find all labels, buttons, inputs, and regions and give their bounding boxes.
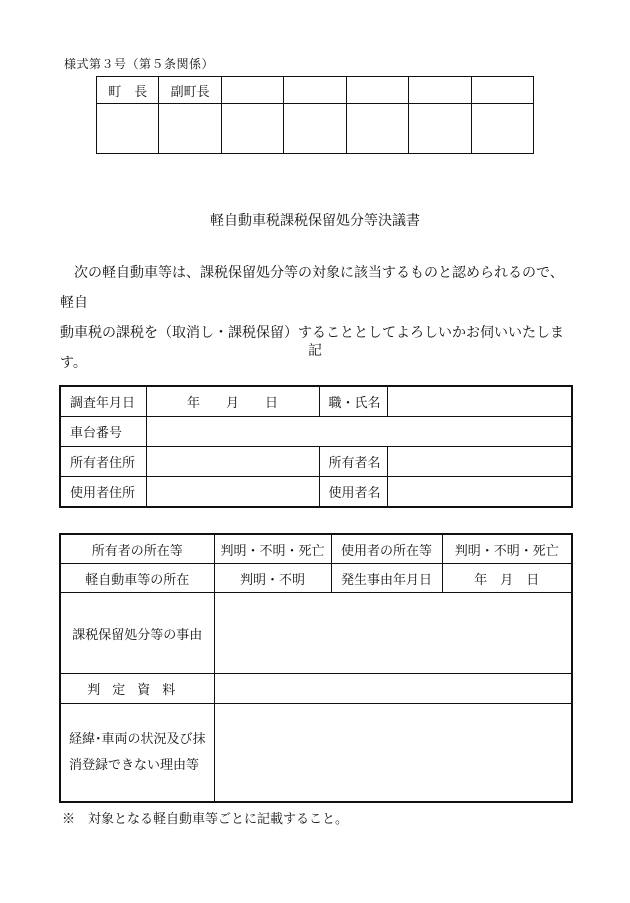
- user-address-field[interactable]: [146, 477, 319, 508]
- approval-stamp-cell[interactable]: [159, 104, 221, 154]
- staff-name-field[interactable]: [387, 386, 572, 417]
- circumstances-label-line-2: 消登録できない理由等: [69, 757, 200, 773]
- approval-header-cell: [471, 77, 533, 104]
- owner-name-field[interactable]: [387, 447, 572, 477]
- body-line-2: 動車税の課税を（取消し・課税保留）することとしてよろしいかお伺いいたします。: [60, 325, 564, 371]
- approval-header-cell: [221, 77, 283, 104]
- document-title: 軽自動車税課税保留処分等決議書: [210, 213, 420, 229]
- approval-header-mayor: 町 長: [97, 77, 159, 104]
- owner-address-field[interactable]: [146, 447, 319, 477]
- user-location-label: 使用者の所在等: [331, 534, 442, 564]
- owner-name-label: 所有者名: [319, 447, 387, 477]
- footnote: ※ 対象となる軽自動車等ごとに記載すること。: [62, 812, 349, 827]
- circumstances-label: [60, 704, 214, 803]
- approval-stamp-cell[interactable]: [471, 104, 533, 154]
- circumstances-label-line-1: 経緯･車両の状況及び抹: [69, 731, 206, 747]
- user-location-options[interactable]: 判明・不明・死亡: [442, 534, 572, 564]
- approval-header-cell: [346, 77, 408, 104]
- user-address-label: 使用者住所: [60, 477, 146, 508]
- body-text: [60, 258, 572, 378]
- owner-address-label: 所有者住所: [60, 447, 146, 477]
- detail-table: [59, 533, 573, 803]
- owner-location-options[interactable]: 判明・不明・死亡: [214, 534, 331, 564]
- approval-stamp-cell[interactable]: [97, 104, 159, 154]
- survey-date-label: 調査年月日: [60, 386, 146, 417]
- circumstances-field[interactable]: [214, 704, 572, 803]
- approval-header-cell: [409, 77, 471, 104]
- approval-stamp-table: [96, 76, 534, 154]
- evidence-label: 判定資料: [60, 674, 214, 704]
- approval-stamp-cell[interactable]: [409, 104, 471, 154]
- reason-field[interactable]: [214, 593, 572, 674]
- evidence-field[interactable]: [214, 674, 572, 704]
- staff-name-label: 職・氏名: [319, 386, 387, 417]
- chassis-number-field[interactable]: [146, 417, 572, 447]
- survey-table: [59, 385, 573, 508]
- occurrence-date-field[interactable]: 年 月 日: [442, 564, 572, 593]
- reason-label: 課税保留処分等の事由: [60, 593, 214, 674]
- ki-marker: 記: [308, 343, 322, 359]
- approval-header-deputy-mayor: 副町長: [159, 77, 221, 104]
- survey-date-field[interactable]: 年 月 日: [146, 386, 319, 417]
- vehicle-location-label: 軽自動車等の所在: [60, 564, 214, 593]
- chassis-number-label: 車台番号: [60, 417, 146, 447]
- occurrence-date-label: 発生事由年月日: [331, 564, 442, 593]
- approval-stamp-cell[interactable]: [346, 104, 408, 154]
- user-name-label: 使用者名: [319, 477, 387, 508]
- user-name-field[interactable]: [387, 477, 572, 508]
- approval-header-cell: [284, 77, 346, 104]
- approval-stamp-cell[interactable]: [284, 104, 346, 154]
- body-line-1: 次の軽自動車等は、課税保留処分等の対象に該当するものと認められるので、軽自: [60, 265, 564, 311]
- form-number: 様式第３号（第５条関係）: [64, 57, 215, 71]
- approval-stamp-cell[interactable]: [221, 104, 283, 154]
- vehicle-location-options[interactable]: 判明・不明: [214, 564, 331, 593]
- owner-location-label: 所有者の所在等: [60, 534, 214, 564]
